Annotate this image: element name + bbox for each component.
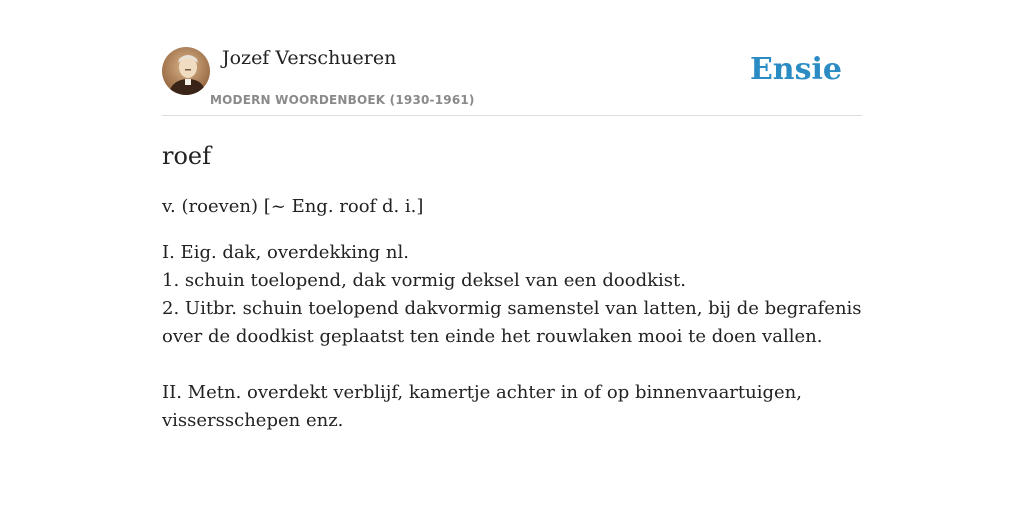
author-avatar[interactable] bbox=[162, 47, 210, 95]
entry-header bbox=[162, 40, 862, 116]
source-label[interactable]: MODERN WOORDENBOEK (1930-1961) bbox=[210, 93, 475, 107]
entry-term: roef bbox=[162, 142, 212, 170]
definition-line: 2. Uitbr. schuin toelopend dakvormig samenstel van latten, bij de begrafenis over de doodkist geplaatst ten einde het rouwlaken mooi te doen vallen. bbox=[162, 298, 862, 347]
definition-line: 1. schuin toelopend, dak vormig deksel van een doodkist. bbox=[162, 270, 686, 291]
entry-grammar: v. (roeven) [~ Eng. roof d. i.] bbox=[162, 196, 424, 217]
definition-line: II. Metn. overdekt verblijf, kamertje achter in of op binnenvaartuigen, vissersschepen enz. bbox=[162, 382, 802, 431]
definition-line: I. Eig. dak, overdekking nl. bbox=[162, 242, 409, 263]
definition-spacer bbox=[162, 351, 862, 379]
entry-definition bbox=[162, 239, 862, 435]
ensie-logo[interactable]: Ensie bbox=[749, 52, 842, 87]
dictionary-card bbox=[162, 40, 862, 435]
author-portrait-icon bbox=[162, 47, 210, 95]
author-name[interactable]: Jozef Verschueren bbox=[222, 47, 397, 69]
